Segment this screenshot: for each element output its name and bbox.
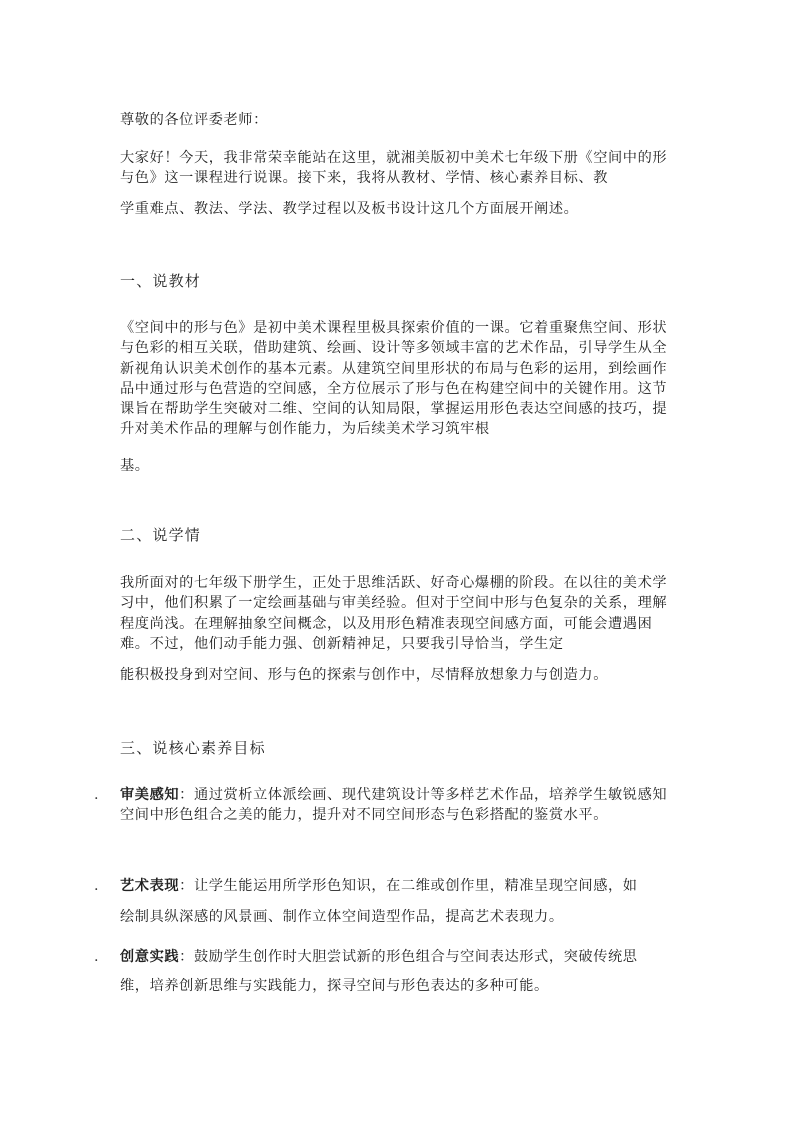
goal-text: ：鼓励学生创作时大胆尝试新的形色组合与空间表达形式，突破传统思	[179, 949, 638, 965]
goal-text: ：通过赏析立体派绘画、现代建筑设计等多样艺术作品，培养学生敏锐感知空间中形色组合之美的能力，提升对不同空间形态与色彩搭配的鉴赏水平。	[120, 787, 668, 823]
goal-item-artistic-expression-cont: 绘制具纵深感的风景画、制作立体空间造型作品，提高艺术表现力。	[120, 909, 564, 925]
intro-paragraph-last-line: 学重难点、教法、学法、教学过程以及板书设计这几个方面展开阐述。	[120, 201, 579, 217]
goal-item-creative-practice	[94, 947, 680, 967]
goal-item-creative-practice-cont: 维，培养创新思维与实践能力，探寻空间与形色表达的多种可能。	[120, 978, 549, 994]
students-paragraph-last-line: 能积极投身到对空间、形与色的探索与创作中，尽情释放想象力与创造力。	[120, 667, 608, 683]
students-paragraph: 我所面对的七年级下册学生，正处于思维活跃、好奇心爆棚的阶段。在以往的美术学习中，他们积累了一定绘画基础与审美经验。但对于空间中形与色复杂的关系，理解程度尚浅。在理解抽象空间概念，以及用形色精准表现空间感方面，可能会遭遇困难。不过，他们动手能力强、创新精神足，只要我引导恰当，学生定	[120, 575, 668, 652]
goal-text: ：让学生能运用所学形色知识，在二维或创作里，精准呈现空间感，如	[179, 878, 638, 894]
textbook-paragraph-last-line: 基。	[120, 458, 150, 474]
section-heading-textbook: 一、说教材	[120, 272, 202, 290]
intro-paragraph: 大家好！今天，我非常荣幸能站在这里，就湘美版初中美术七年级下册《空间中的形与色》这一课程进行说课。接下来，我将从教材、学情、核心素养目标、教	[120, 150, 668, 186]
goal-term: 创意实践	[120, 949, 180, 965]
goal-term: 艺术表现	[120, 878, 180, 894]
bullet-marker: .	[94, 787, 100, 803]
goal-item-artistic-expression	[94, 876, 680, 896]
bullet-marker: .	[94, 878, 100, 894]
bullet-marker: .	[94, 949, 100, 965]
textbook-paragraph: 《空间中的形与色》是初中美术课程里极具探索价值的一课。它着重聚焦空间、形状与色彩的相互关联，借助建筑、绘画、设计等多领域丰富的艺术作品，引导学生从全新视角认识美术创作的基本元素。从建筑空间里形状的布局与色彩的运用，到绘画作品中通过形与色营造的空间感，全方位展示了形与色在构建空间中的关键作用。这节课旨在帮助学生突破对二维、空间的认知局限，掌握运用形色表达空间感的技巧，提升对美术作品的理解与创作能力，为后续美术学习筑牢根	[120, 320, 668, 438]
greeting: 尊敬的各位评委老师：	[120, 112, 268, 128]
section-heading-students: 二、说学情	[120, 526, 202, 544]
section-heading-core-goals: 三、说核心素养目标	[120, 739, 266, 757]
goal-item-aesthetic-perception	[94, 785, 680, 825]
goal-term: 审美感知	[120, 787, 180, 803]
